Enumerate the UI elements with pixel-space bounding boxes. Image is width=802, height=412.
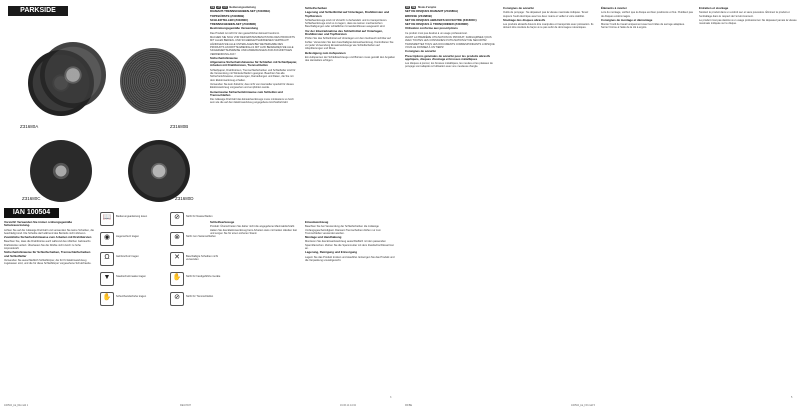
col-text: Outils de ponçage : Ne dépassez pas la vitesse maximale indiquée. Tenez toujours l'outil électrique avec les deux mains et veillez à votre stabilité. (503, 11, 589, 18)
section-title: Mode d'emploi (418, 6, 437, 9)
product-line: TRENNSCHEIBEN-SET (Z31680D) (210, 22, 257, 27)
col-text: Schleifwerkzeuge sind mit Vorsicht zu behandeln und zu transportieren. Schleifwerkzeuge sind so zu lagern, dass sie keinen mechanischen Beschädigungen oder schädlichen Umwelteinflüssen ausgesetzt sind. (305, 18, 388, 29)
product-line: SET DE DISQUES DIAMANT (Z31680A) (405, 9, 459, 14)
text-column-1 (210, 6, 298, 206)
col-sub: Vor der Inbetriebnahme des Schleifmittel auf Unterlagen, Drahtbürsten und Topfbürsten (305, 28, 383, 37)
col-text: Les produits abrasifs doivent être manipulés et transportés avec précaution. Ils doivent être stockés de façon à ne pas subir de dommages mécaniques. (503, 23, 594, 30)
lang-tag: AT (217, 6, 221, 9)
col-heading: Entretien et stockage (699, 6, 729, 10)
product-image-z31680a-2 (40, 42, 106, 108)
col-text: Produkt: Überschreiten Sie daher nicht die angegebene Maximaldrehzahl. Halten Sie das Elektrowerkzeug beim Arbeiten stets mit beiden Händen fest und sorgen Sie für einen sicheren Stand. (210, 225, 297, 235)
no-side-grinding-icon: ⊗ (170, 232, 184, 246)
icon-label: Nicht zum Seitenschleifen (186, 235, 216, 238)
fr-footer-center: 100504_LE_FR.indd 5 (571, 404, 595, 407)
icon-label: Nicht für Trennschleifen (186, 295, 214, 298)
bottom-text-column (4, 220, 94, 400)
col-sub: Consignes de montage et démontage (601, 17, 653, 22)
section-title: Bedienungsanleitung (229, 6, 256, 9)
ear-protection-icon: Ω (100, 252, 114, 266)
safety-heading: Sicherheitshinweise (210, 55, 238, 60)
col-text: Ein Aufspannen der Schleifwerkzeuge und Bürsten muss gemäß den Angaben des Herstellers erfolgen. (305, 55, 396, 63)
intro-heading: Utilisation conforme aux prescriptions (405, 26, 458, 31)
safety-sub: Allgemeine Sicherheitshinweise für Schleifen mit Schleifpapier, Arbeiten mit Drahtbürsten, Trennschleifen (210, 60, 298, 68)
lang-tag: CH (223, 6, 227, 9)
fr-column-4 (699, 6, 797, 406)
text-column-3 (210, 220, 300, 400)
col-text: Verwenden Sie ausschließlich Schleifkörper, die für Ihr Elektrowerkzeug zugelassen sind, und die für diese Schleifkörper vorgesehene Schutzhaube. (4, 258, 92, 266)
safety-text: Schleifpapier, Drahtbürsten, Trennschleifscheiben und Schleifteller sind für die Verwendung mit Winkelschleifern geeignet. Beachten Sie alle Sicherheitshinweise, Anweisungen, Darstellungen und Daten, die Sie mit dem Elektrowerkzeug erhalten. (210, 68, 296, 82)
product-line: SET DE DISQUES À TRONÇONNER (Z31680D) (405, 22, 469, 27)
icon-label: Schutzhandschuhe tragen (116, 295, 147, 298)
page-right (401, 0, 802, 412)
lang-tag: DE (211, 6, 215, 9)
col-sub: Montage und Handhabung (305, 235, 342, 240)
warning-caps: MACHEN SIE SICH VOR DER ERSTEN BENUTZUNG DES PRODUKTS MIT ALLEN BEDIEN- UND SICHERHEITSHINWEISEN VERTRAUT! HÄNDIGEN SIE ALLE UNTERLAGEN BEI WEITERGABE DES PRODUKTS AN DRITTE EBENFALLS MIT AUS! BEWAHREN SIE ALLE SICHERHEITSHINWEISE UND ANWEISUNGEN ZUR ZUKÜNFTIGEN VERWENDUNG AUF! (210, 36, 295, 56)
no-damaged-icon: ✕ (170, 252, 184, 266)
dust-mask-icon: ▼ (100, 272, 114, 286)
product-line: TOPFBÜRSTE (Z31680B) (210, 13, 245, 18)
bottom-text: Achten Sie auf die zulässige Drehzahl und verwenden Sie keine Scheiben, die beschädigt sind. Die Scheibe darf während des Betriebs nicht vibrieren. (4, 228, 94, 235)
bottom-lang-footer: DE/AT/CH (180, 404, 191, 407)
notice: Vorsicht! Verwenden Sie immer ordnungsgemäße Schutzausrüstung. (4, 220, 73, 228)
product-image-z31680c (30, 140, 92, 202)
product-line: SCHLEIFTELLER (Z31680C) (210, 17, 249, 22)
intro-text: Ce produit n'est pas destiné à un usage professionnel. (405, 31, 468, 35)
intro-text: Das Produkt ist nicht für den gewerblichen Einsatz bestimmt. (210, 31, 280, 35)
col-text: Prüfen Sie das Schleifmittel auf Unterlagen vor dem Gebrauch sichtbar auf Fehler. Verwenden Sie kein beschädigtes Einsatzwerkzeug. Kontrollieren Sie vor jeder Verwendung Einsatzwerkzeuge wie Schleifscheiben auf Absplitterungen und Risse. (305, 37, 394, 51)
col-text: Lors du montage, vérifiez que le disque est bien positionné et fixé. N'utilisez pas de disques endommagés. (601, 11, 693, 18)
page-number: 3 (390, 396, 392, 399)
product-line: BROSSE (Z31680B) (405, 13, 432, 18)
icon-label: Nicht für Nassschleifen (186, 215, 213, 218)
col-text: Stockez le produit dans un endroit sec et sans poussière. Éliminez le produit et l'emballage dans le respect de l'environnement. (699, 11, 790, 18)
icon-label: Nicht für handgeführte Geräte (186, 275, 221, 278)
read-manual-icon: 📖 (100, 212, 114, 226)
col-text: Beachten Sie bei Verwendung der Schleifscheiben die zulässige Umfangsgeschwindigkeit. Diamant-Trennscheiben dürfen nur zum Trennschleifen verwendet werden. (305, 225, 381, 235)
icon-label: Staubschutzmaske tragen (116, 275, 146, 278)
text-column-2 (305, 6, 397, 206)
col-sub: Befestigung zum Aufspannen (305, 50, 346, 55)
col-heading: Éléments à monter (601, 6, 627, 10)
no-wet-grinding-icon: ⊘ (170, 212, 184, 226)
not-for-cutting-icon: ⊘ (170, 292, 184, 306)
lang-tag: BE (412, 6, 416, 9)
product-code-a: Z31680A (20, 124, 39, 129)
col-heading: Schleifscheiben (305, 6, 328, 10)
handheld-only-icon: ✋ (170, 272, 184, 286)
footer-left: 100504_LE_DE.indd 1 (4, 404, 29, 407)
text-column-4 (305, 220, 397, 400)
fr-column-2 (503, 6, 595, 406)
col-sub: Sicherheitshinweise für Schleifscheiben, Trennschleifscheiben und Schleifteller (4, 250, 91, 258)
product-line: DIAMANT-TRENNSCHEIBEN-SET (Z31680A) (210, 9, 271, 14)
col-sub: Zusätzliche Sicherheitshinweise zum Arbeiten mit Drahtbürsten (4, 235, 92, 240)
fr-footer-left: FR/BE (405, 404, 413, 407)
safety-sub: Gemeinsame Sicherheitshinweise zum Schleifen und Trennschleifen (210, 89, 283, 97)
safety-text: Les disques à poncer, les brosses métalliques, les meules et les plateaux de ponçage sont adaptés à l'utilisation avec une meuleuse d'angle. (405, 62, 493, 69)
col-sub: Lagerung und Schleifmittel auf Unterlagen, Drahtbürsten und Topfbürsten (305, 10, 390, 18)
lang-tag: FR (406, 6, 410, 9)
ian-label: IAN 100504 (4, 208, 59, 218)
fr-column-1 (405, 6, 497, 406)
fr-column-3 (601, 6, 693, 406)
gloves-icon: ✋ (100, 292, 114, 306)
icon-label: Augenschutz tragen (116, 235, 140, 238)
product-image-z31680b (120, 48, 186, 114)
col-text: Lagern Sie das Produkt trocken und staubfrei. Entsorgen Sie das Produkt und die Verpackung umweltgerecht. (305, 255, 395, 262)
icon-label: Beschädigte Scheiben nicht verwenden (186, 255, 219, 262)
product-code-d: Z31680D (175, 196, 194, 201)
col-text: Montieren Sie das Einsatzwerkzeug ausschließlich mit den passenden Spannflanschen. Ziehen Sie die Spannmutter mit dem Zweilochschlüssel fest an. (305, 240, 394, 251)
eye-protection-icon: ◉ (100, 232, 114, 246)
fr-page-number: 5 (791, 396, 793, 399)
col-heading: Schleifwerkzeuge (210, 220, 235, 224)
warning-caps: AVANT LA PREMIÈRE UTILISATION DU PRODUIT, FAMILIARISEZ-VOUS AVEC TOUTES LES CONSIGNES D'UTILISATION ET DE SÉCURITÉ! TRANSMETTEZ TOUS LES DOCUMENTS CORRESPONDANTS LORSQUE VOUS LE DONNEZ À UN TIERS! (405, 36, 495, 49)
col-heading: Consignes de sécurité (503, 6, 534, 10)
product-code-c: Z31680C (22, 196, 41, 201)
intro-heading: Bestimmungsgemäße Verwendung (210, 26, 259, 31)
col-heading: Einsatzwerkzeug (305, 220, 329, 224)
icon-label: Gehörschutz tragen (116, 255, 139, 258)
safety-heading: Consignes de sécurité (405, 49, 436, 54)
product-code-b: Z31680B (170, 124, 189, 129)
bottom-text: Le produit n'est pas destiné à un usage professionnel. Ne dépassez jamais la vitesse maximale indiquée sur le disque. (699, 18, 797, 26)
product-image-z31680d (128, 140, 190, 202)
brand-logo: PARKSIDE (8, 6, 68, 16)
col-sub: Stockage des disques abrasifs (503, 17, 546, 22)
safety-sub: Prescriptions générales de sécurité pour les produits abrasifs appliqués, disques d'usinage et brosses métalliques (405, 53, 491, 61)
icon-label: Bedienungsanleitung lesen (116, 215, 148, 218)
product-line: SET DE DISQUES ABRASIFS EN FEUTRE (Z31680C) (405, 17, 477, 22)
safety-text: Verwenden Sie kein Zubehör, das nicht vom Hersteller speziell für dieses Elektrowerkzeug vorgesehen und empfohlen wurde. (210, 82, 294, 90)
col-sub: Lagerung, Reinigung und Entsorgung (305, 250, 358, 255)
safety-text: Die zulässige Drehzahl des Einsatzwerkzeugs muss mindestens so hoch sein wie die auf dem Elektrowerkzeug angegebene Höchstdrehzahl. (210, 98, 294, 105)
col-text: Montez l'outil de travail uniquement avec les brides de serrage adaptées. Serrez l'écrou à l'aide de la clé à ergots. (601, 23, 685, 30)
footer-right: 16.06.14 14:32 (340, 404, 356, 407)
col-text: Beachten Sie, dass die Drahtbürste auch während des üblichen Gebrauchs Drahtstücke verliert. Überlasten Sie die Drähte nicht durch zu hohe Anpresskraft. (4, 240, 91, 251)
